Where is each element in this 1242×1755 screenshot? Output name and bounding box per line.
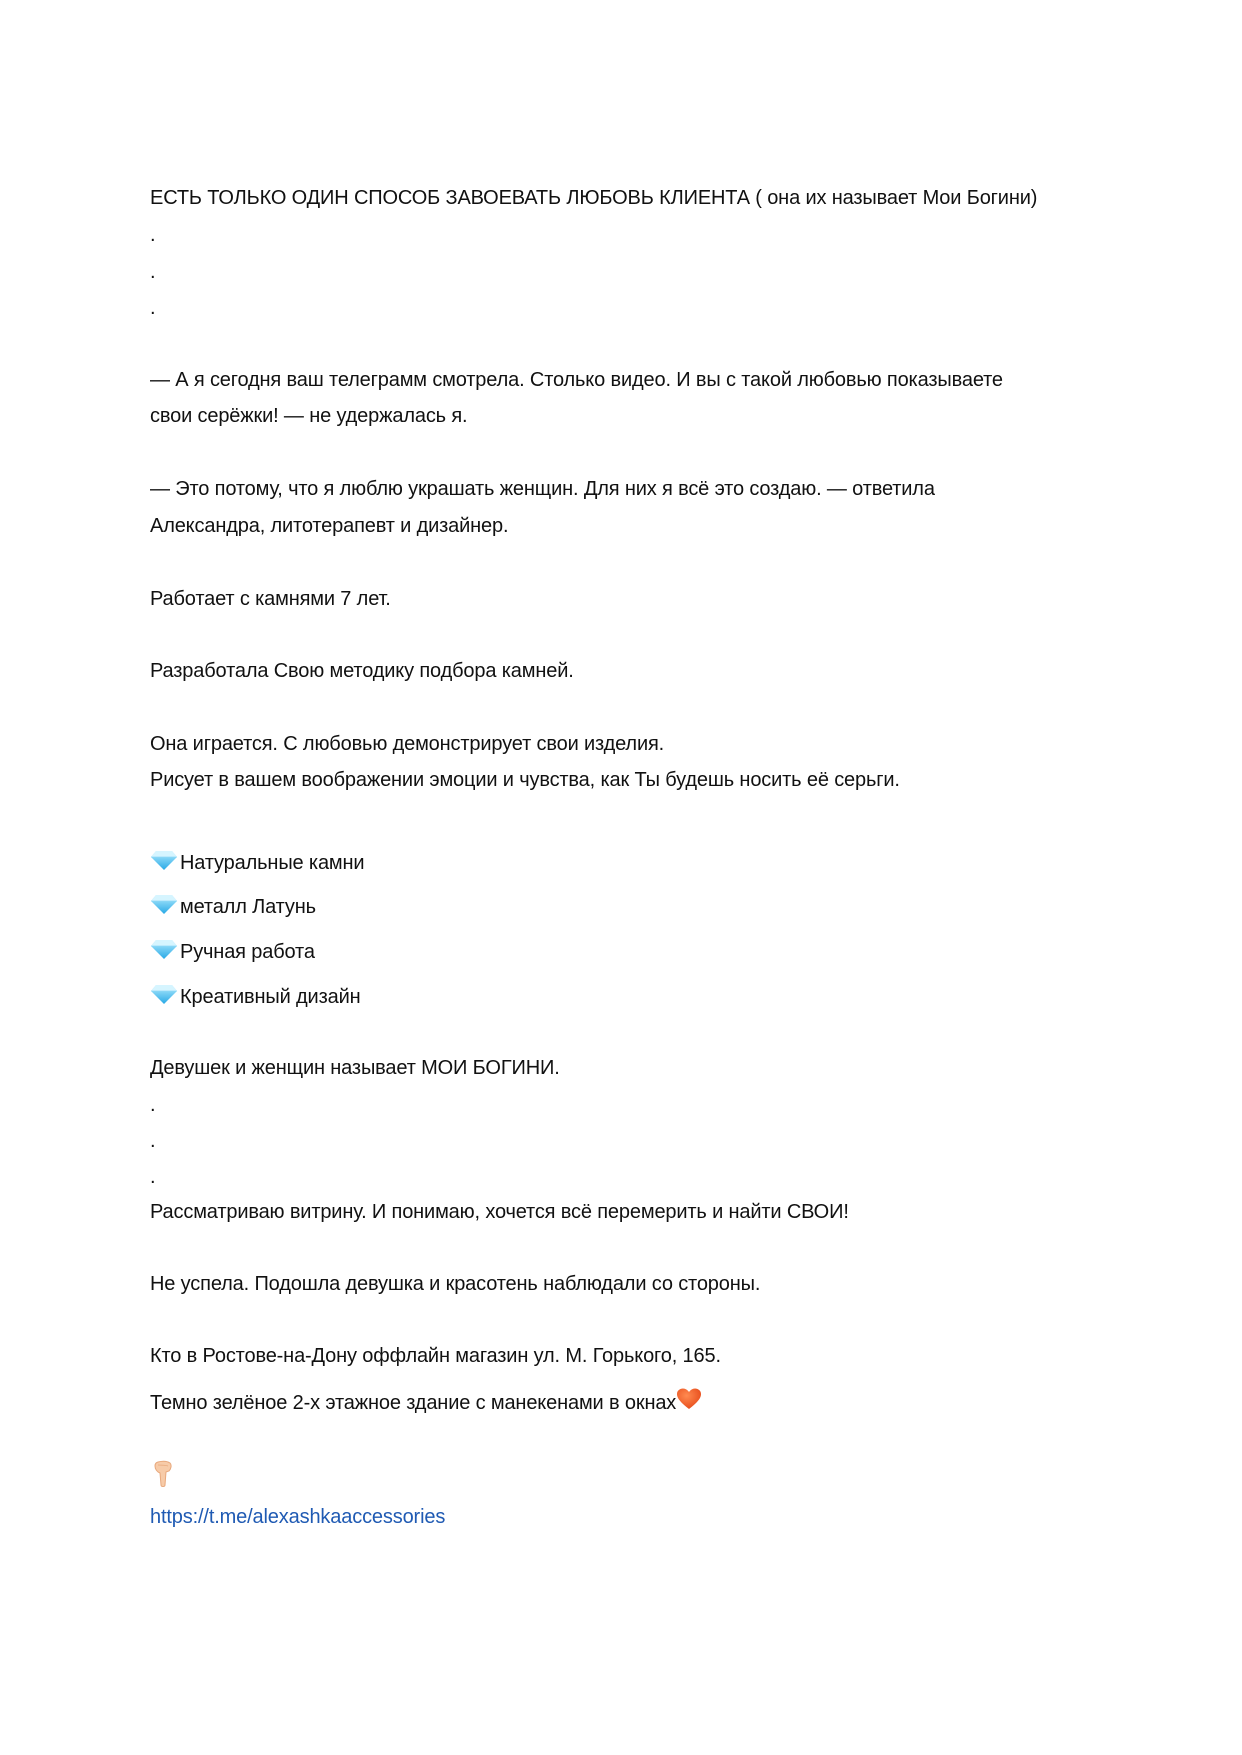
gem-stone-icon xyxy=(150,938,178,960)
feature-label: Натуральные камни xyxy=(180,852,365,874)
separator-dot: . xyxy=(150,261,156,283)
feature-item xyxy=(150,938,315,962)
method-text: Разработала Свою методику подбора камней. xyxy=(150,660,574,682)
feature-label: металл Латунь xyxy=(180,896,316,918)
paragraph-line: Рисует в вашем воображении эмоции и чувства, как Ты будешь носить её серьги. xyxy=(150,769,900,791)
dialogue-line: Александра, литотерапевт и дизайнер. xyxy=(150,515,509,537)
orange-heart-icon xyxy=(676,1387,702,1411)
dialogue-line: — А я сегодня ваш телеграмм смотрела. Столько видео. И вы с такой любовью показываете xyxy=(150,369,1003,391)
telegram-link-line xyxy=(150,1505,445,1529)
feature-label: Ручная работа xyxy=(180,941,315,963)
separator-dot: . xyxy=(150,224,156,246)
telegram-link[interactable]: https://t.me/alexashkaaccessories xyxy=(150,1506,446,1528)
building-text: Темно зелёное 2-х этажное здание с манекенами в окнах xyxy=(150,1392,677,1414)
separator-dot: . xyxy=(150,1130,156,1152)
feature-item xyxy=(150,893,316,917)
feature-label: Креативный дизайн xyxy=(180,986,361,1008)
document-title: ЕСТЬ ТОЛЬКО ОДИН СПОСОБ ЗАВОЕВАТЬ ЛЮБОВЬ КЛИЕНТА ( она их называет Мои Богини) xyxy=(150,187,1038,209)
separator-dot: . xyxy=(150,1094,156,1116)
feature-item xyxy=(150,983,361,1007)
separator-dot: . xyxy=(150,297,156,319)
dialogue-line: — Это потому, что я люблю украшать женщин. Для них я всё это создаю. — ответила xyxy=(150,478,935,500)
separator-dot: . xyxy=(150,1166,156,1188)
backhand-index-pointing-down-icon xyxy=(152,1460,174,1488)
address-text: Кто в Ростове-на-Дону оффлайн магазин ул. М. Горького, 165. xyxy=(150,1345,721,1367)
goddesses-text: Девушек и женщин называет МОИ БОГИНИ. xyxy=(150,1057,560,1079)
gem-stone-icon xyxy=(150,893,178,915)
experience-text: Работает с камнями 7 лет. xyxy=(150,588,391,610)
gem-stone-icon xyxy=(150,849,178,871)
gem-stone-icon xyxy=(150,983,178,1005)
showcase-text: Рассматриваю витрину. И понимаю, хочется всё перемерить и найти СВОИ! xyxy=(150,1201,849,1223)
paragraph-line: Она играется. С любовью демонстрирует свои изделия. xyxy=(150,733,665,755)
building-line xyxy=(150,1387,702,1414)
dialogue-line: свои серёжки! — не удержалась я. xyxy=(150,405,468,427)
missed-text: Не успела. Подошла девушка и красотень наблюдали со стороны. xyxy=(150,1273,761,1295)
feature-item xyxy=(150,849,364,873)
